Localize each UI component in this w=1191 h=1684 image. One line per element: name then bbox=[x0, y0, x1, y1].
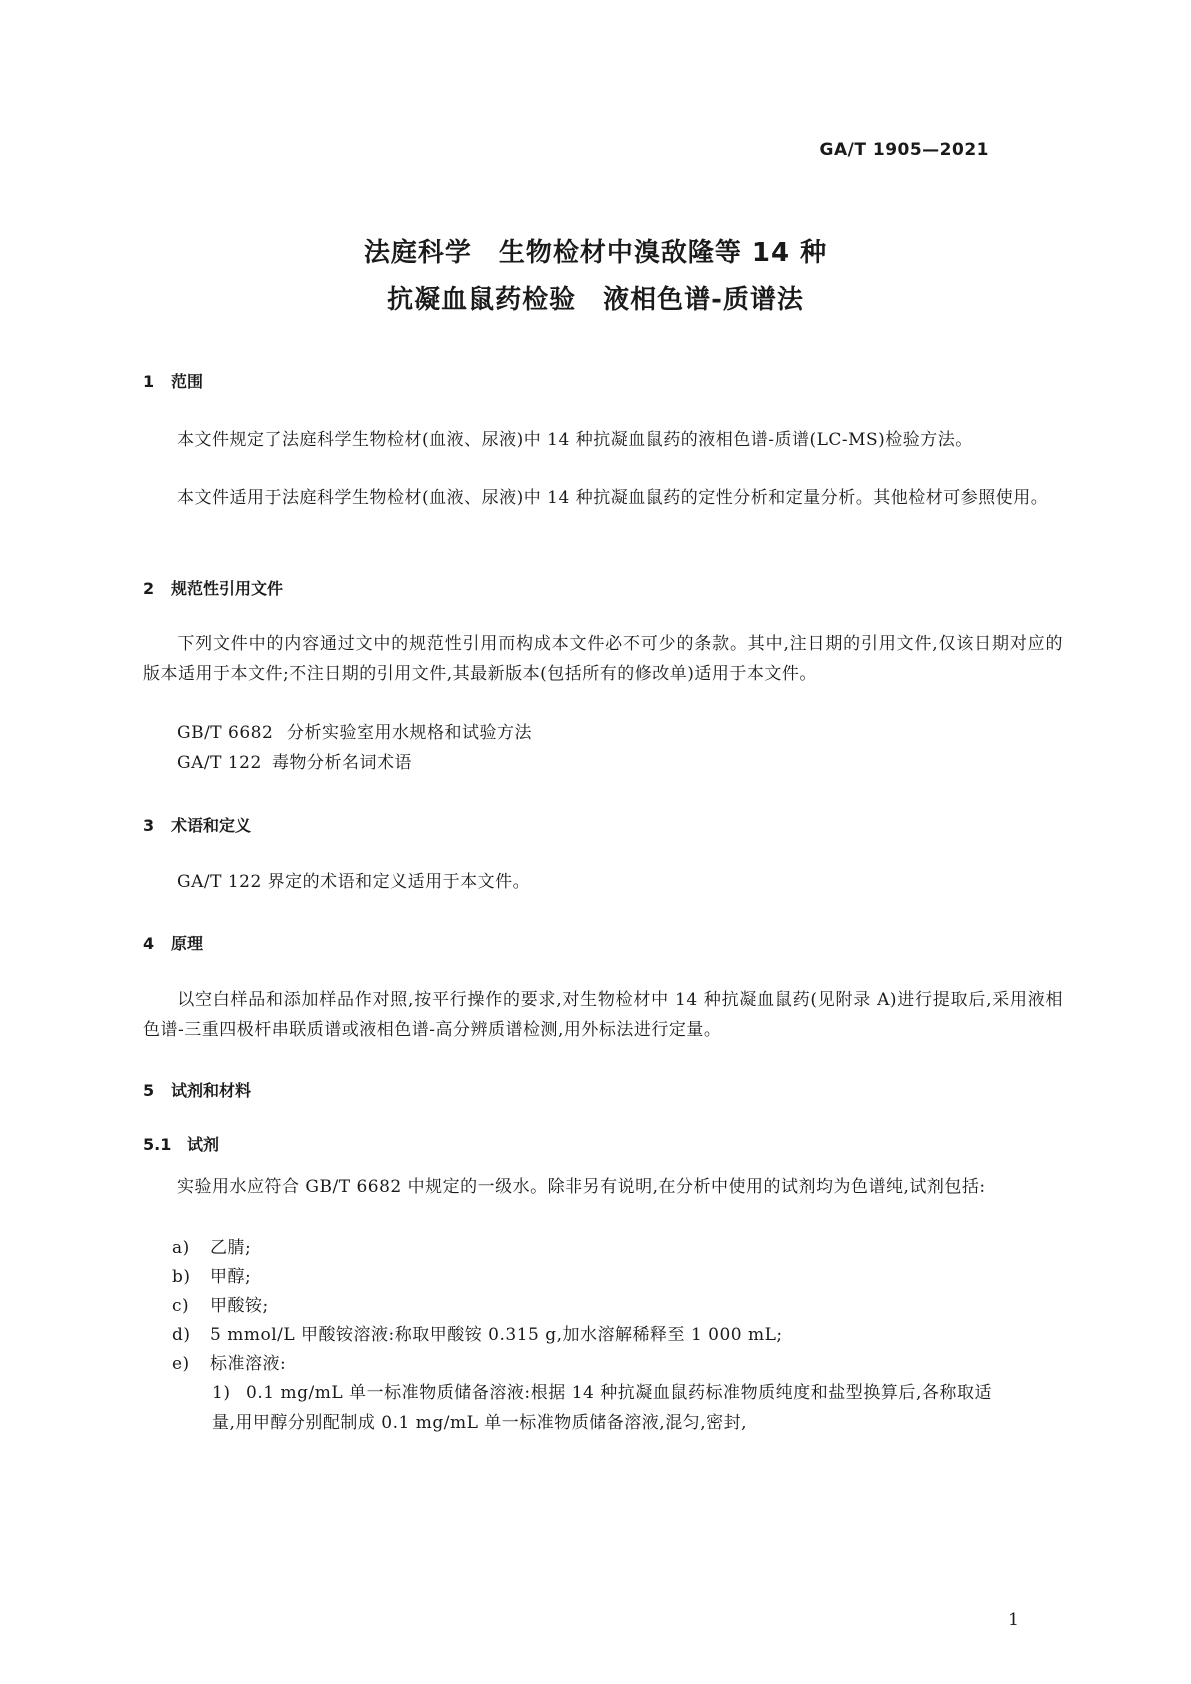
reference-title: 毒物分析名词术语 bbox=[272, 753, 412, 773]
list-item bbox=[172, 1262, 251, 1292]
list-item bbox=[172, 1320, 783, 1350]
reference-code: GA/T 122 bbox=[177, 753, 262, 773]
list-item bbox=[172, 1291, 269, 1321]
sub-list-item-text: 0.1 mg/mL 单一标准物质储备溶液:根据 14 种抗凝血鼠药标准物质纯度和盐型换算后,各称取适量,用甲醇分别配制成 0.1 mg/mL 单一标准物质储备溶液,混匀,密封, bbox=[212, 1383, 992, 1433]
section-2-heading bbox=[143, 576, 283, 599]
section-3-paragraph-1 bbox=[143, 867, 1063, 897]
page-number: 1 bbox=[1008, 1610, 1019, 1630]
paragraph-text: 本文件适用于法庭科学生物检材(血液、尿液)中 14 种抗凝血鼠药的定性分析和定量分析。其他检材可参照使用。 bbox=[177, 488, 1049, 508]
list-item-label: e) bbox=[172, 1354, 190, 1374]
section-title: 范围 bbox=[171, 372, 204, 391]
section-1-paragraph-2 bbox=[143, 483, 1063, 513]
paragraph-text: 以空白样品和添加样品作对照,按平行操作的要求,对生物检材中 14 种抗凝血鼠药(见附录 A)进行提取后,采用液相色谱-三重四极杆串联质谱或液相色谱-高分辨质谱检测,用外标法进行定量。 bbox=[143, 990, 1063, 1040]
section-number: 5 bbox=[143, 1081, 155, 1100]
paragraph-text: 实验用水应符合 GB/T 6682 中规定的一级水。除非另有说明,在分析中使用的试剂均为色谱纯,试剂包括: bbox=[177, 1177, 986, 1197]
list-item-text: 5 mmol/L 甲酸铵溶液:称取甲酸铵 0.315 g,加水溶解稀释至 1 000 mL; bbox=[210, 1325, 783, 1345]
sub-list-item-label: 1) bbox=[212, 1383, 231, 1403]
list-item-label: c) bbox=[172, 1296, 190, 1316]
subsection-title: 试剂 bbox=[187, 1135, 220, 1154]
list-item-text: 乙腈; bbox=[210, 1238, 252, 1258]
reference-title: 分析实验室用水规格和试验方法 bbox=[287, 723, 532, 743]
section-title: 原理 bbox=[171, 934, 204, 953]
paragraph-text: 本文件规定了法庭科学生物检材(血液、尿液)中 14 种抗凝血鼠药的液相色谱-质谱(LC-MS)检验方法。 bbox=[177, 430, 973, 450]
paragraph-text: 下列文件中的内容通过文中的规范性引用而构成本文件必不可少的条款。其中,注日期的引用文件,仅该日期对应的版本适用于本文件;不注日期的引用文件,其最新版本(包括所有的修改单)适用于本文件。 bbox=[143, 634, 1063, 684]
list-item-label: a) bbox=[172, 1238, 190, 1258]
section-1-paragraph-1 bbox=[143, 425, 1063, 455]
normative-reference-1 bbox=[177, 718, 532, 748]
subsection-5-1-paragraph-1 bbox=[143, 1172, 1063, 1202]
list-item-text: 标准溶液: bbox=[210, 1354, 287, 1374]
list-item-text: 甲醇; bbox=[210, 1267, 252, 1287]
section-4-heading bbox=[143, 931, 203, 954]
paragraph-text: GA/T 122 界定的术语和定义适用于本文件。 bbox=[177, 872, 531, 892]
list-item bbox=[172, 1349, 286, 1379]
section-2-paragraph-1 bbox=[143, 629, 1063, 689]
section-title: 试剂和材料 bbox=[171, 1081, 252, 1100]
document-title-line-2: 抗凝血鼠药检验 液相色谱-质谱法 bbox=[387, 285, 804, 315]
section-4-paragraph-1 bbox=[143, 985, 1063, 1045]
section-number: 4 bbox=[143, 934, 155, 953]
section-3-heading bbox=[143, 813, 251, 836]
list-item-text: 甲酸铵; bbox=[210, 1296, 269, 1316]
section-title: 规范性引用文件 bbox=[171, 579, 284, 598]
section-number: 2 bbox=[143, 579, 155, 598]
section-number: 3 bbox=[143, 816, 155, 835]
document-title-line-1: 法庭科学 生物检材中溴敌隆等 14 种 bbox=[363, 238, 828, 268]
normative-reference-2 bbox=[177, 748, 412, 778]
reference-code: GB/T 6682 bbox=[177, 723, 274, 743]
list-item bbox=[172, 1233, 251, 1263]
list-item-label: d) bbox=[172, 1325, 191, 1345]
subsection-number: 5.1 bbox=[143, 1135, 172, 1154]
list-item-label: b) bbox=[172, 1267, 191, 1287]
sub-list-item bbox=[212, 1378, 992, 1438]
section-5-heading bbox=[143, 1078, 251, 1101]
section-title: 术语和定义 bbox=[171, 816, 252, 835]
section-1-heading bbox=[143, 369, 203, 392]
section-number: 1 bbox=[143, 372, 155, 391]
standard-number: GA/T 1905—2021 bbox=[819, 140, 989, 160]
subsection-5-1-heading bbox=[143, 1132, 219, 1155]
